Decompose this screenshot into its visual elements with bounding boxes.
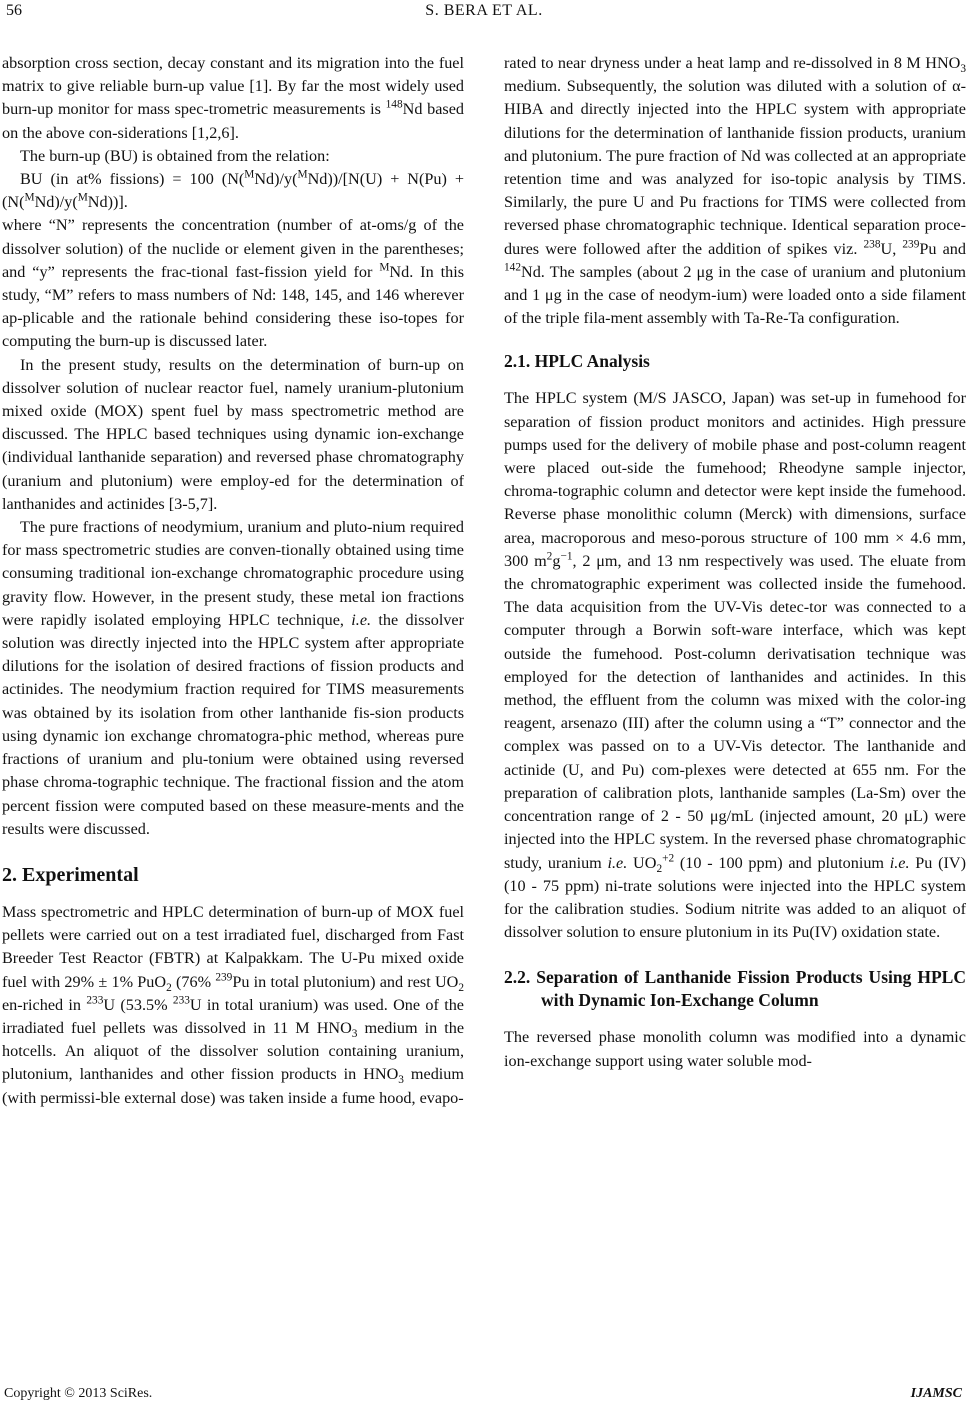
subsection-heading-hplc-analysis: 2.1. HPLC Analysis bbox=[504, 351, 650, 372]
paragraph: Mass spectrometric and HPLC determination of burn-up of MOX fuel pellets were carried out on a test irradiated fuel, discharged from Fast Breeder Test Reactor (FBTR) at Kalpakkam. The U-Pu mixed oxide fuel with 29% ± 1% PuO$_2$ (76% $^{239}$Pu in total plutonium) and rest $UO_2$ en-riched in $^{233}$U (53.5% $^{233}$U in total uranium) was used. One of the irradiated fuel pellets was dissolved in 11 M $HNO_3$ medium in the hotcells. An aliquot of the dissolver solution containing uranium, plutonium, lanthanides and other fission products in $HNO_3$ medium (with permissi-ble external dose) was taken inside a fume hood, evapo- bbox=[2, 902, 465, 1107]
copyright-notice: Copyright © 2013 SciRes. bbox=[4, 1386, 153, 1401]
paragraph: The burn-up (BU) is obtained from the relation: bbox=[20, 146, 330, 165]
page-header bbox=[0, 0, 968, 28]
subsection-heading-lanthanide-separation: 2.2. Separation of Lanthanide Fission Products Using HPLC with Dynamic Ion-Exchange Column bbox=[504, 967, 966, 1011]
running-title: S. BERA ET AL. bbox=[425, 2, 543, 19]
paragraph: rated to near dryness under a heat lamp and re-dissolved in 8 M $HNO_3$ medium. Subsequently, the solution was diluted with a solution of α-HIBA and directly injected into the HPLC system with appropriate dilutions for the determination of lanthanide fission products, uranium and plutonium. The pure fraction of Nd was collected at an appropriate retention time and was analyzed for iso-topic analysis by TIMS. Similarly, the pure U and Pu fractions for TIMS were collected from reversed phase chromatographic technique. Identical separation proce-dures were followed after the addition of spikes viz. $^{238}$U, $^{239}$Pu and $^{142}$Nd. The samples (about 2 μg in the case of uranium and plutonium and 1 μg in the case of neodym-ium) were loaded onto a side filament of the triple fila-ment assembly with Ta-Re-Ta configuration. bbox=[504, 54, 966, 328]
paragraph: In the present study, results on the determination of burn-up on dissolver solution of nuclear reactor fuel, namely uranium-plutonium mixed oxide (MOX) spent fuel by mass spectrometric method are discussed. The HPLC based techniques using dynamic ion-exchange (individual lanthanide separation) and reversed phase chromatography (uranium and plutonium) were employ-ed for the determination of lanthanides and actinides [3-5,7]. bbox=[2, 355, 464, 513]
paragraph: absorption cross section, decay constant and its migration into the fuel matrix to give reliable burn-up value [1]. By far the most widely used burn-up monitor for mass spec-trometric measurements is $^{148}$Nd based on the above con-siderations [1,2,6]. bbox=[2, 54, 464, 142]
paragraph: The reversed phase monolith column was modified into a dynamic ion-exchange support using water soluble mod- bbox=[504, 1028, 966, 1070]
burnup-equation: BU (in at% fissions) = 100 (N($^M$Nd)/y($^M$Nd))/[N(U) + N(Pu) + (N($^M$Nd)/y($^M$Nd))]. bbox=[2, 168, 464, 212]
paragraph: where “N” represents the concentration (number of at-oms/g of the dissolver solution) of the nuclide or element given in the parentheses; and “y” represents the frac-tional fast-fission yield for $^M$Nd. In this study, “M” refers to mass numbers of Nd: 148, 145, and 146 wherever ap-plicable and the rationale behind considering these iso-topes for computing the burn-up is discussed later. bbox=[2, 216, 464, 351]
journal-abbreviation: IJAMSC bbox=[910, 1386, 962, 1401]
left-column bbox=[2, 52, 464, 1110]
paragraph: The HPLC system (M/S JASCO, Japan) was set-up in fumehood for separation of fission product monitors and actinides. High pressure pumps used for the delivery of mobile phase and post-column reagent were placed out-side the fumehood; Rheodyne sample injector, chroma-tographic column and detector were kept inside the fumehood. Reverse phase monolithic column (Merck) with dimensions, surface area, macroporous and meso-porous structure of 100 mm × 4.6 mm, 300 $m^2g^{-1}$, 2 μm, and 13 nm respectively was used. The eluate from the chromatographic experiment was collected inside the fumehood. The data acquisition from the UV-Vis detec-tor was connected to a computer through a Borwin soft-ware interface, which was kept outside the fumehood. Post-column derivatisation technique was employed for the detection of lanthanides and actinides. In this method, the effluent from the column was mixed with the color-ing reagent, arsenazo (III) after the column using a “T” connector and the complex was passed on to a UV-Vis detector. The lanthanide and actinide (U, and Pu) com-plexes were detected at 655 nm. For the preparation of calibration plots, lanthanide samples (La-Sm) over the concentration range of 2 - 50 μg/mL (injected amount, 20 μL) were injected into the HPLC system. In the reversed phase chromatographic study, uranium i.e. $UO_2^{+2}$ (10 - 100 ppm) and plutonium i.e. Pu (IV) (10 - 75 ppm) ni-trate solutions were injected into the HPLC system for the calibration studies. Sodium nitrite was added to an aliquot of dissolver solution to ensure plutonium in its Pu(IV) oxidation state. bbox=[504, 389, 967, 942]
page-footer bbox=[0, 1386, 968, 1408]
right-column bbox=[504, 52, 966, 1073]
paragraph: The pure fractions of neodymium, uranium and pluto-nium required for mass spectrometric studies are conven-tionally obtained using time consuming traditional ion-exchange chromatographic procedure using gravity flow. However, in the present study, these metal ion fractions were rapidly isolated employing HPLC technique, i.e. the dissolver solution was directly injected into the HPLC system after appropriate dilutions for the isolation of desired fractions of fission products and actinides. The neodymium fraction required for TIMS measurements was obtained by its isolation from other lanthanide fis-sion products using dynamic ion exchange chromatogra-phic method, whereas pure fractions of uranium and plu-tonium were obtained using reversed phase chroma-tographic technique. The fractional fission and the atom percent fission were computed based on these measure-ments and the results were discussed. bbox=[2, 518, 464, 838]
page-number: 56 bbox=[6, 2, 22, 19]
section-heading-experimental: 2. Experimental bbox=[2, 863, 139, 886]
